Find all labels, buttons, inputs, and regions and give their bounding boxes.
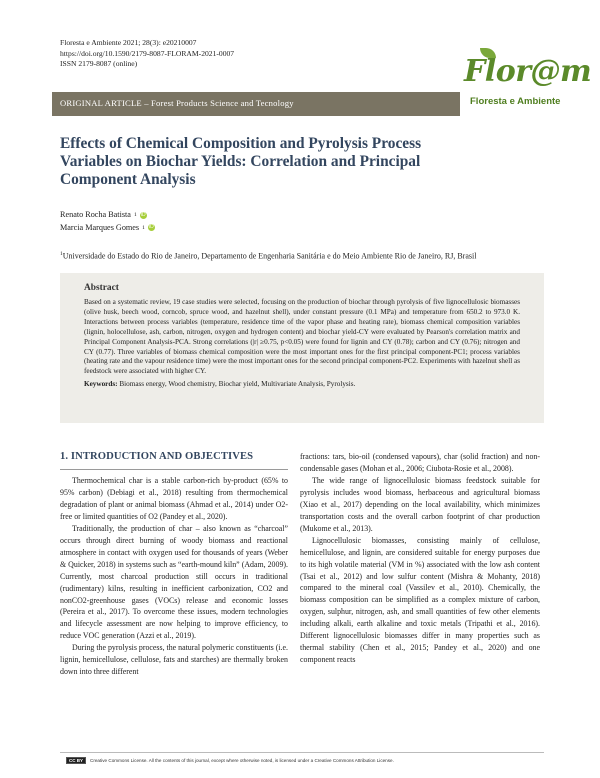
paragraph: During the pyrolysis process, the natural polymeric constituents (i.e. lignin, hemicellulose, cellulose, fats and starches) are thermally broken down into three different [60, 643, 288, 677]
logo-subtitle: Floresta e Ambiente [470, 96, 561, 107]
keywords [84, 380, 520, 390]
article-title: Effects of Chemical Composition and Pyrolysis Process Variables on Biochar Yields: Correlation and Principal Component Analysis [60, 135, 422, 189]
license-text: Creative Commons License. All the contents of this journal, except where otherwise noted, is licensed under a Creative Commons Attribution License. [90, 758, 394, 763]
paragraph: Lignocellulosic biomasses, consisting mainly of cellulose, hemicellulose, and lignin, are considered suitable for energy purposes due to its high volatile material (VM in %) associated with the low ash content (Tsai et al., 2012) and low sulfur content (Mishra & Mohanty, 2018) compared to the mineral coal (Vassilev et al., 2010). Chemically, the biomass composition can be simplified as a complex mixture of carbon, oxygen, sulphur, nitrogen, ash, and small quantities of few other elements including alkali, earth alkaline and toxic metals (Tripathi et al., 2016). Different lignocellulosic biomasses differ in many properties such as thermal stability (Chen et al., 2015; Pandey et al., 2020) and one component reacts [300, 535, 540, 665]
creative-commons-icon[interactable]: CC BY [66, 757, 86, 764]
doi-link[interactable]: https://doi.org/10.1590/2179-8087-FLORAM-2021-0007 [60, 48, 235, 58]
abstract-heading: Abstract [84, 283, 119, 293]
abstract-body: Based on a systematic review, 19 case studies were selected, focusing on the production of biochar through pyrolysis of five lignocellulosic biomasses (olive husk, beech wood, corncob, spruce wood, and hazelnut shell), under constant pressure (0.1 MPa) and temperature from 650.2 to 973.0 K. Interactions between process variables (temperature, residence time of the vapor phase and heating rate), biomass chemical composition variables (lignin, holocellulose, ash, carbon, nitrogen, oxygen and hydrogen content) and biochar yield-CY were evaluated by Pearson's correlation matrix and Principal Component Analysis-PCA. Strong correlations (|r| ≥0.75, p<0.05) were found for lignin and CY (0.78); carbon and CY (0.76); nitrogen and CY (0.77). Three variables of biomass chemical composition were the most important ones for the first principal component-PC1; process variables (heating rate and the vapour residence time) were the most important ones for the second principal component-PC2. Experiments with hazelnut shell as feedstock were associated with higher CY. [84, 298, 520, 376]
right-column [300, 451, 540, 666]
section-divider [60, 469, 288, 470]
orcid-icon[interactable]: iD [149, 224, 154, 231]
article-type-banner [52, 92, 460, 116]
affiliation-mark: 1 [60, 251, 63, 257]
issn: ISSN 2179-8087 (online) [60, 59, 138, 69]
author-affil-mark: 1 [133, 212, 137, 218]
journal-header [60, 38, 234, 70]
author-item [60, 209, 155, 222]
journal-logo [454, 44, 592, 114]
paragraph: The wide range of lignocellulosic biomass feedstock suitable for pyrolysis includes wood biomass, herbaceous and agricultural biomass (Xiao et al., 2017) depending on the local availability, which minimizes transportation costs and the overall carbon footprint of char production (Mukome et al., 2013). [300, 475, 540, 533]
section-heading: 1. INTRODUCTION AND OBJECTIVES [60, 451, 254, 462]
abstract-box [60, 273, 544, 423]
paragraph: Thermochemical char is a stable carbon-rich by-product (65% to 95% carbon) (Debiagi et al., 2018) resulting from thermochemical degradation of plant or animal biomass (Ahmad et al., 2014) under O2-free or limited quantities of O2 (Pandey et al., 2020). [60, 476, 288, 521]
author-affil-mark: 1 [142, 224, 145, 231]
article-type-text: ORIGINAL ARTICLE – Forest Products Science and Tecnology [60, 98, 294, 108]
license-footer [66, 757, 394, 764]
paragraph: fractions: tars, bio-oil (condensed vapours), char (solid fraction) and non-condensable gases (Mohan et al., 2006; Ciubota-Rosie et al., 2008). [300, 452, 540, 473]
footer-divider [60, 752, 544, 753]
keywords-label: Keywords: [84, 380, 118, 389]
author-name[interactable]: Renato Rocha Batista [60, 210, 131, 219]
left-column [60, 475, 288, 678]
author-list [60, 209, 155, 234]
affiliation-text: Universidade do Estado do Rio de Janeiro, Departamento de Engenharia Sanitária e do Meio Ambiente Rio de Janeiro, RJ, Brasil [62, 251, 477, 261]
logo-brand: Flor@m [464, 54, 592, 89]
keywords-list: Biomass energy, Wood chemistry, Biochar yield, Multivariate Analysis, Pyrolysis. [119, 380, 356, 389]
author-name[interactable]: Marcia Marques Gomes [60, 222, 140, 232]
journal-citation: Floresta e Ambiente 2021; 28(3): e20210007 [60, 38, 197, 47]
affiliation [60, 249, 476, 262]
paragraph: Traditionally, the production of char – also known as “charcoal” occurs through direct burning of woody biomass and reactional atmosphere in contact with oxygen used for thousands of years (Weber & Quicker, 2018) in systems such as “earth-mound kiln” (Adam, 2009). Currently, most charcoal production still occurs in traditional (rudimentary) kilns, resulting in inefficient carbonization, CO2 and nonCO2-greenhouse gases (VOCs) release and economic losses (Pereira et al., 2017). To overcome these issues, modern technologies and lifecycle assessment are now helping to improve efficiency, to reduce VOC generation (Azzi et al., 2019). [60, 523, 288, 641]
author-item [60, 222, 155, 235]
orcid-icon[interactable]: iD [140, 211, 146, 218]
